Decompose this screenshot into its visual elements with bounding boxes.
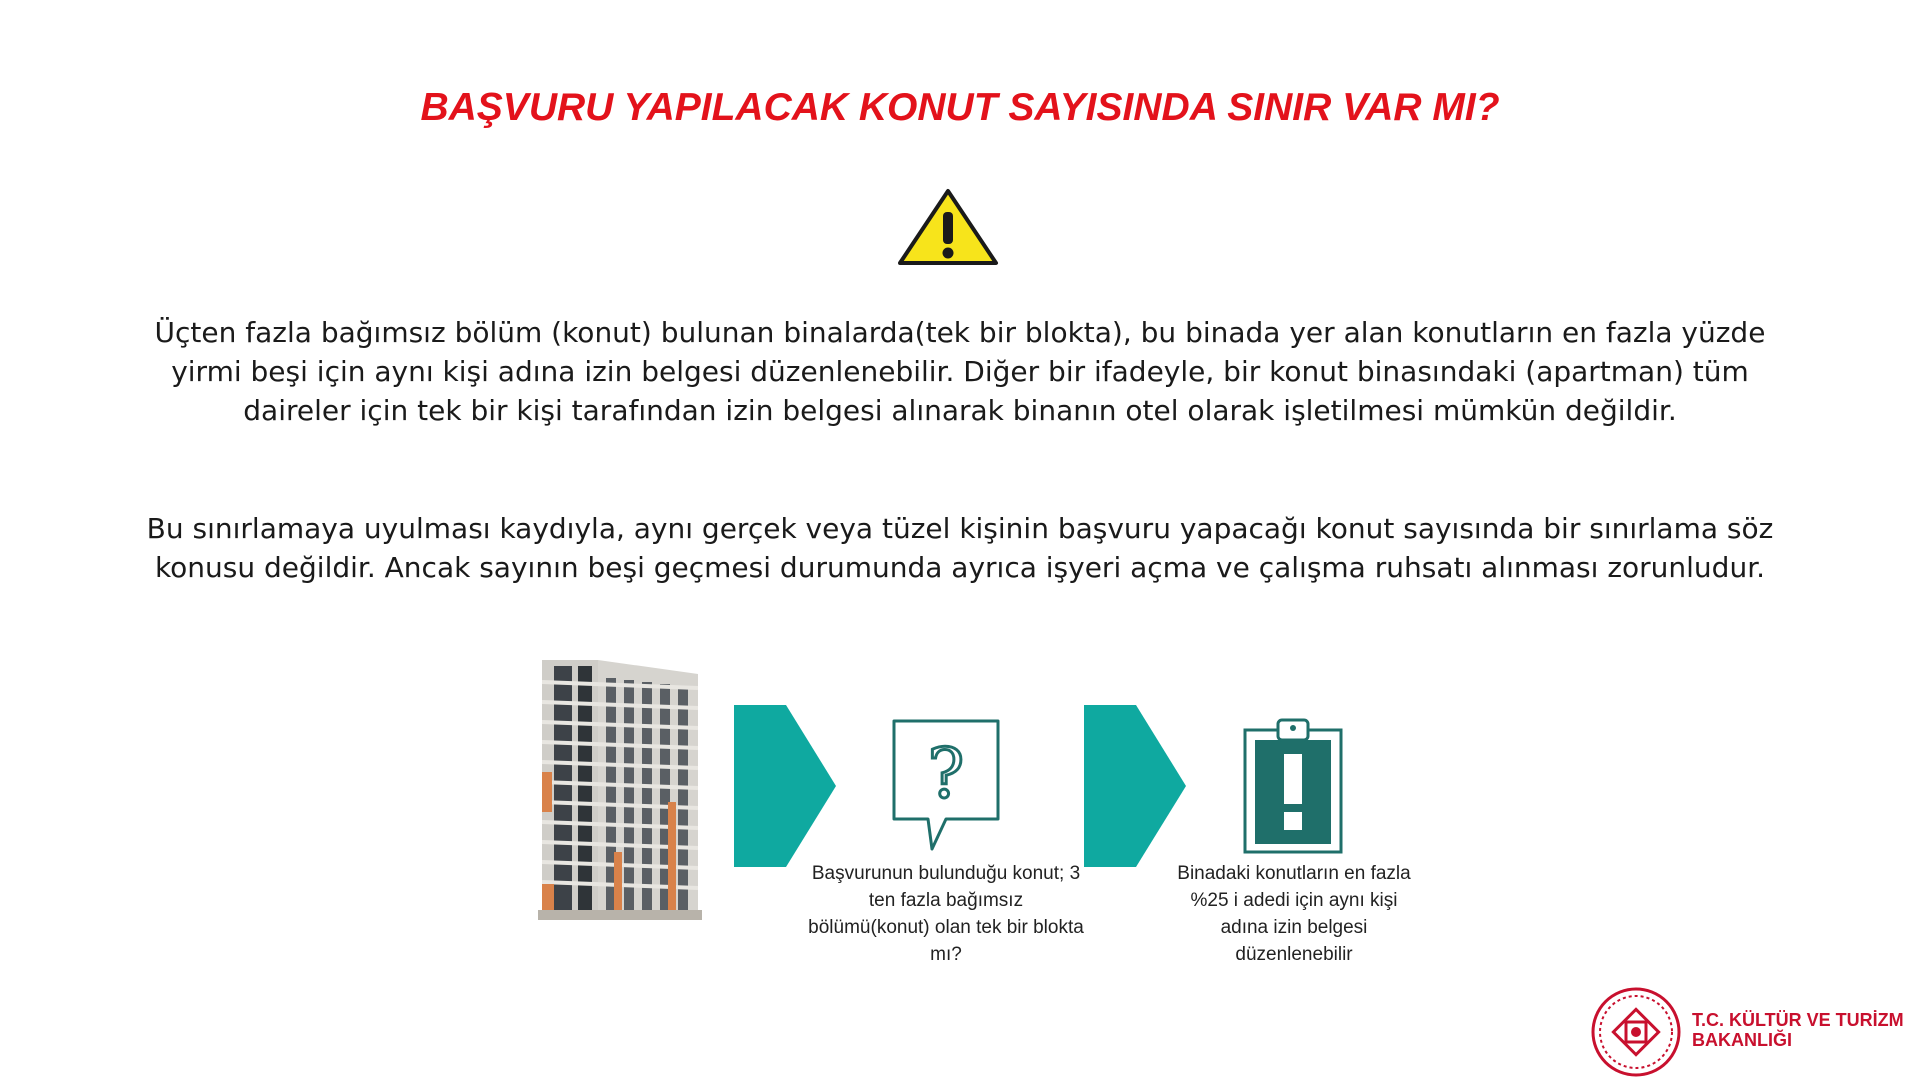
ministry-name-line1: T.C. KÜLTÜR VE TURİZM: [1692, 1010, 1904, 1030]
ministry-name-line2: BAKANLIĞI: [1692, 1030, 1792, 1050]
flow-caption-question: Başvurunun bulunduğu konut; 3 ten fazla bağımsız bölümü(konut) olan tek bir blokta mı?: [808, 863, 1084, 965]
arrow-icon: [734, 705, 836, 867]
flow-caption-result: Binadaki konutların en fazla %25 i adedi için aynı kişi adına izin belgesi düzenlenebilir: [1177, 863, 1411, 965]
clipboard-exclamation-icon: [1242, 716, 1344, 856]
page-title: BAŞVURU YAPILACAK KONUT SAYISINDA SINIR VAR MI?: [420, 86, 1500, 129]
ministry-name: [1692, 1010, 1904, 1050]
speech-bubble-question-icon: [888, 717, 1004, 857]
arrow-icon: [1084, 705, 1186, 867]
warning-icon: [897, 188, 999, 266]
paragraph-limit-rule: Üçten fazla bağımsız bölüm (konut) bulunan binalarda(tek bir blokta), bu binada yer alan konutların en fazla yüzde yirmi beşi için aynı kişi adına izin belgesi düzenlenebilir. Diğer bir ifadeyle, bir konut binasındaki (apartman) tüm daireler için tek bir kişi tarafından izin belgesi alınarak binanın otel olarak işletilmesi mümkün değildir.: [154, 316, 1766, 427]
question-mark: ?: [927, 735, 965, 814]
building-icon: [538, 652, 708, 922]
paragraph-no-limit-condition: Bu sınırlamaya uyulması kaydıyla, aynı gerçek veya tüzel kişinin başvuru yapacağı konut sayısında bir sınırlama söz konusu değildir. Ancak sayının beşi geçmesi durumunda ayrıca işyeri açma ve çalışma ruhsatı alınması zorunludur.: [146, 512, 1774, 584]
ministry-logo-icon: [1590, 986, 1682, 1078]
